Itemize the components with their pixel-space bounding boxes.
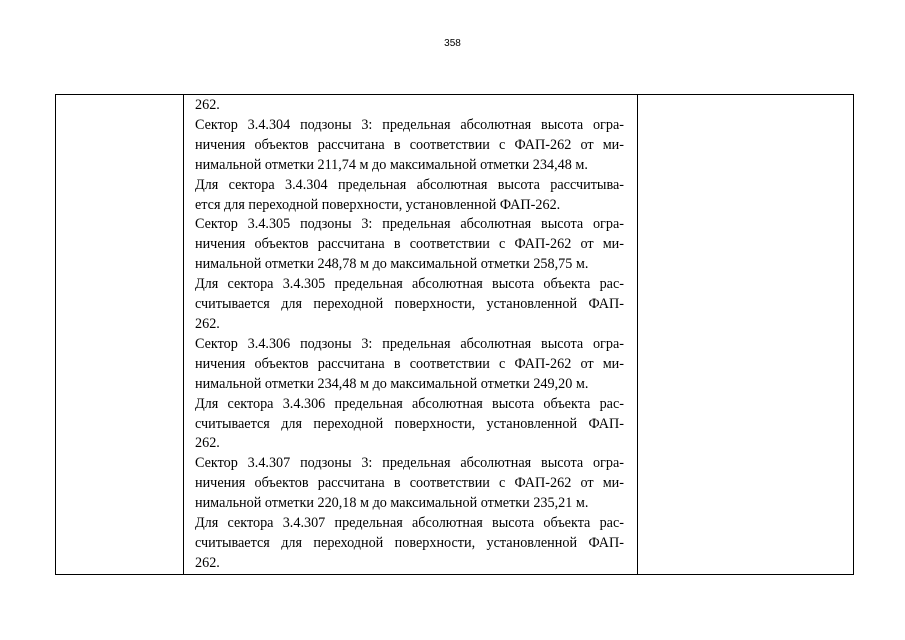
text-line: Для сектора 3.4.307 предельная абсолютная высота объекта рас- (195, 515, 624, 532)
text-line: нимальной отметки 211,74 м до максимальной отметки 234,48 м. (195, 156, 588, 173)
text-line: 262. (195, 554, 220, 571)
text-line: ничения объектов рассчитана в соответствии с ФАП-262 от ми- (195, 475, 624, 492)
text-line: ничения объектов рассчитана в соответствии с ФАП-262 от ми- (195, 355, 624, 372)
sector-description-text (184, 95, 637, 574)
text-line: ничения объектов рассчитана в соответствии с ФАП-262 от ми- (195, 236, 624, 253)
text-line: Сектор 3.4.305 подзоны 3: предельная абсолютная высота огра- (195, 216, 624, 233)
text-line: Для сектора 3.4.305 предельная абсолютная высота объекта рас- (195, 276, 624, 293)
text-line: Для сектора 3.4.304 предельная абсолютная высота рассчитыва- (195, 176, 624, 193)
text-line: считывается для переходной поверхности, установленной ФАП- (195, 296, 624, 313)
text-line: считывается для переходной поверхности, установленной ФАП- (195, 534, 624, 551)
text-line: считывается для переходной поверхности, установленной ФАП- (195, 415, 624, 432)
text-line: Сектор 3.4.307 подзоны 3: предельная абсолютная высота огра- (195, 455, 624, 472)
text-line: Сектор 3.4.306 подзоны 3: предельная абсолютная высота огра- (195, 335, 624, 352)
document-table (55, 94, 854, 575)
text-line: Для сектора 3.4.306 предельная абсолютная высота объекта рас- (195, 395, 624, 412)
text-line: Сектор 3.4.304 подзоны 3: предельная абсолютная высота огра- (195, 116, 624, 133)
text-line: нимальной отметки 234,48 м до максимальной отметки 249,20 м. (195, 375, 589, 392)
text-line: нимальной отметки 248,78 м до максимальной отметки 258,75 м. (195, 256, 589, 273)
table-row (56, 95, 854, 575)
page-number: 358 (444, 38, 461, 49)
text-line: ется для переходной поверхности, установленной ФАП-262. (195, 196, 561, 213)
text-line: 262. (195, 315, 220, 332)
table-cell-left (56, 95, 184, 575)
table-cell-right (638, 95, 854, 575)
text-line: 262. (195, 97, 220, 113)
table-cell-middle (184, 95, 638, 575)
text-line: 262. (195, 435, 220, 452)
text-line: ничения объектов рассчитана в соответствии с ФАП-262 от ми- (195, 136, 624, 153)
text-line: нимальной отметки 220,18 м до максимальной отметки 235,21 м. (195, 495, 589, 512)
